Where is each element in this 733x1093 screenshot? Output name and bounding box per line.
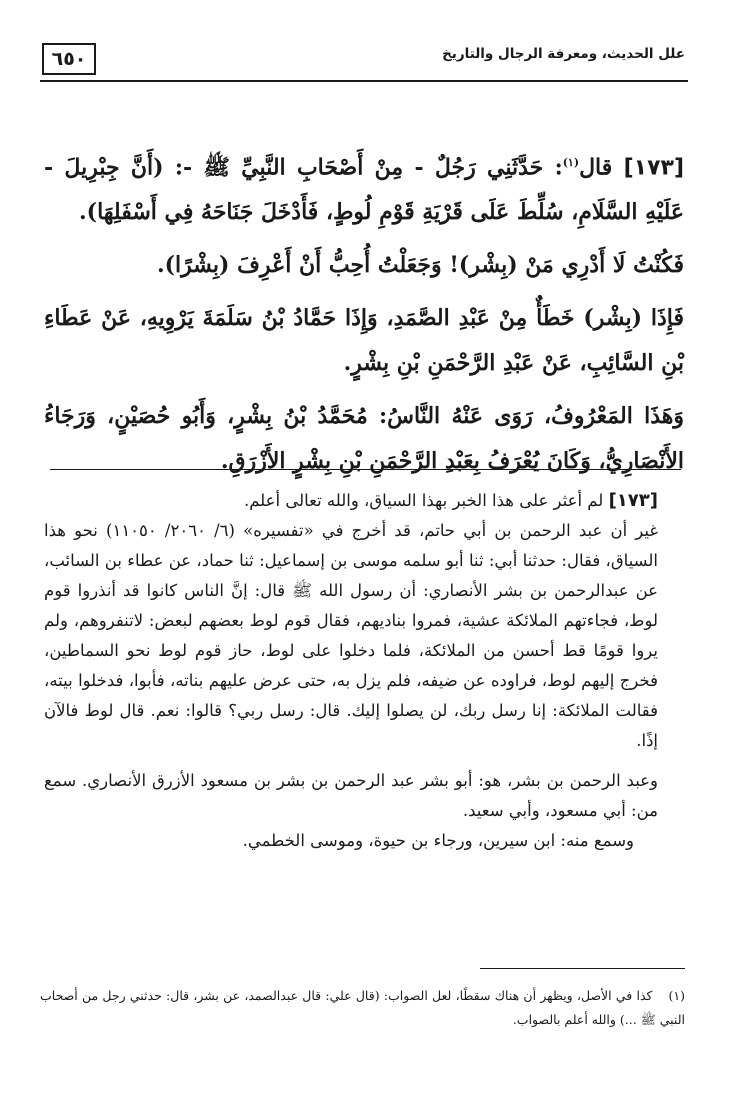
commentary-intro (44, 486, 684, 516)
header-rule (40, 80, 688, 82)
main-text-lead: قال (579, 154, 613, 181)
main-text-body: : حَدَّثَنِي رَجُلٌ - مِنْ أَصْحَابِ النَّبِيِّ ﷺ -: (أَنَّ جِبْرِيلَ - عَلَيْهِ السَّلَامِ، سُلِّطَ عَلَى قَرْيَةِ قَوْمِ لُوطٍ، فَأَدْخَلَ جَنَاحَهُ فِي أَسْفَلِهَا). (44, 154, 684, 226)
main-paragraph-1 (44, 140, 684, 235)
page-number: ٦٥٠ (42, 43, 96, 75)
main-text (44, 140, 684, 492)
main-paragraph-2: فَكُنْتُ لَا أَدْرِي مَنْ (بِشْر)! وَجَعَلْتُ أُحِبُّ أَنْ أَعْرِفَ (بِشْرًا). (156, 252, 684, 279)
commentary-intro-text: لم أعثر على هذا الخبر بهذا السياق، والله تعالى أعلم. (243, 491, 604, 510)
footnote-entry (40, 984, 685, 1032)
commentary-paragraph-3: وسمع منه: ابن سيرين، ورجاء بن حيوة، وموسى الخطمي. (242, 831, 634, 850)
page-header (40, 40, 685, 80)
commentary-divider (50, 469, 681, 470)
footnote-reference: (١) (562, 156, 580, 169)
footnote-rule (480, 968, 685, 969)
main-paragraph-4: وَهَذَا المَعْرُوفُ، رَوَى عَنْهُ النَّاسُ: مُحَمَّدُ بْنُ بِشْرٍ، وَأَبُو حُصَيْنٍ، وَرَجَاءُ الأَنْصَارِيُّ، وَكَانَ يُعْرَفُ بِعَبْدِ الرَّحْمَنِ بْنِ بِشْرٍ الأَزْرَقِ. (44, 403, 684, 475)
footnote-marker: (١) (668, 988, 685, 1003)
footnote (40, 984, 685, 1032)
entry-number: [١٧٣] (623, 155, 684, 181)
commentary-entry-number: [١٧٣] (608, 490, 658, 511)
commentary-paragraph-1: غير أن عبد الرحمن بن أبي حاتم، قد أخرج في «تفسيره» (٦/ ٢٠٦٠/ ١١٠٥٠) نحو هذا السياق، فقال: حدثنا أبي: ثنا أبو سلمه موسى بن إسماعيل: ثنا حماد، عن عطاء بن السائب، عن عبدالرحمن بن بشر الأنصاري: أن رسول الله ﷺ قال: إنَّ الناس كانوا قد أنذروا قوم لوط، فجاءتهم الملائكة عشية، فمروا بناديهم، فقال قوم لوط بعضهم لبعض: لاتنفروهم، ولم يروا قومًا قط أحسن من الملائكة، فلما دخلوا على لوط، حاز قوم لوط نحو السماطين، فخرج إليهم لوط، فراوده عن ضيفه، فلم يزل به، حتى عرض عليهم بناته، فأبوا، فدخلوا بيته، فقالت الملائكة: إنا رسل ربك، لن يصلوا إليك. قال: رسل ربي؟ قالوا: نعم. قال لوط فالآن إذًا. (44, 521, 659, 750)
commentary-paragraph-2: وعبد الرحمن بن بشر، هو: أبو بشر عبد الرحمن بن بشر بن مسعود الأزرق الأنصاري. سمع من: أبي مسعود، وأبي سعيد. (44, 771, 658, 820)
main-paragraph-3: فَإِذَا (بِشْر) خَطَأٌ مِنْ عَبْدِ الصَّمَدِ، وَإِذَا حَمَّادُ بْنُ سَلَمَةَ يَرْوِيهِ، عَنْ عَطَاءِ بْنِ السَّائِبِ، عَنْ عَبْدِ الرَّحْمَنِ بْنِ بِشْرٍ. (44, 305, 684, 377)
running-title: علل الحديث، ومعرفة الرجال والتاريخ (442, 46, 685, 62)
footnote-text: كذا في الأصل، ويظهر أن هناك سقطًا، لعل الصواب: (قال علي: قال عبدالصمد، عن بشر، قال: حدثني رجل من أصحاب النبي ﷺ ...) والله أعلم بالصواب. (40, 988, 685, 1027)
commentary (44, 486, 684, 856)
